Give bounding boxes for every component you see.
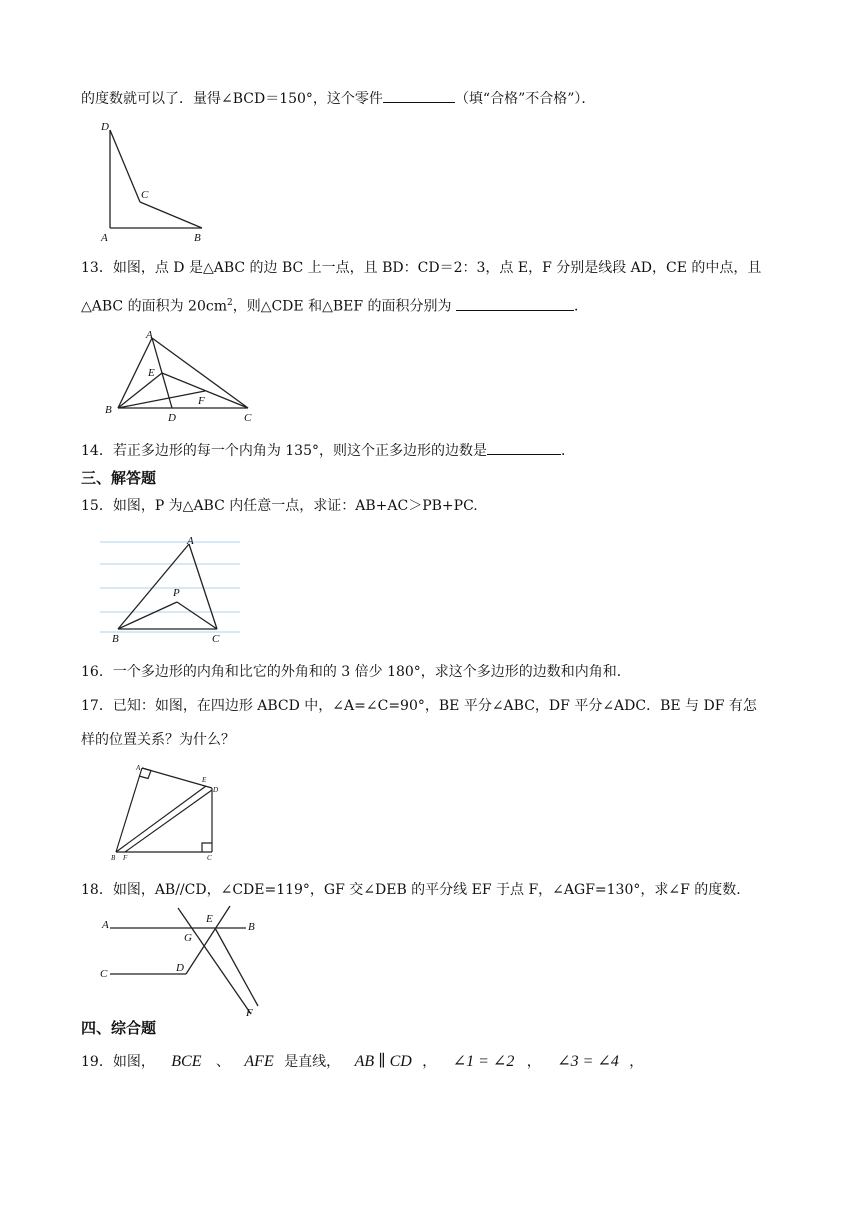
label-A: A — [101, 232, 108, 244]
q12-text — [81, 88, 595, 109]
label-B: B — [105, 404, 112, 416]
q13-line2-end: ． — [573, 298, 588, 315]
q19-num: 19．如图， — [81, 1054, 155, 1070]
q18-figure — [96, 904, 271, 1028]
q14-text — [81, 440, 575, 461]
q14-text-after: ． — [561, 443, 575, 459]
label-D: D — [168, 412, 176, 424]
label-B: B — [112, 633, 119, 645]
q19-math-afe: AFE — [244, 1053, 274, 1070]
label-E: E — [206, 913, 213, 925]
q13-line2a: △ABC 的面积为 20cm — [81, 298, 227, 315]
label-B: B — [248, 921, 255, 933]
q15-text: 15．如图，P 为△ABC 内任意一点，求证：AB+AC＞PB+PC. — [81, 498, 478, 514]
q14-text-before: 14．若正多边形的每一个内角为 135°，则这个正多边形的边数是 — [81, 443, 487, 459]
q13-figure — [98, 326, 268, 430]
label-A: A — [146, 329, 153, 341]
label-C: C — [244, 412, 252, 424]
q19-math-bce: BCE — [171, 1053, 202, 1070]
label-B: B — [111, 854, 116, 862]
label-A: A — [187, 535, 194, 547]
q19-sep: 、 — [215, 1054, 230, 1070]
q19-comma: ， — [422, 1054, 437, 1070]
label-C: C — [100, 968, 108, 980]
q17-line2: 样的位置关系？为什么？ — [81, 732, 235, 748]
q19-comma: ， — [629, 1054, 644, 1070]
label-C: C — [212, 633, 220, 645]
label-F: F — [123, 854, 128, 862]
q19-text — [81, 1052, 643, 1072]
q15-figure — [100, 532, 240, 651]
q13-line1: 13．如图，点 D 是△ABC 的边 BC 上一点，且 BD：CD＝2：3，点 E，F 分别是线段 AD，CE 的中点，且 — [81, 260, 762, 276]
q12-text-after: （填“合格”不合格”）． — [454, 91, 596, 107]
label-E: E — [148, 367, 155, 379]
q16-text: 16．一个多边形的内角和比它的外角和的 3 倍少 180°，求这个多边形的边数和内角和． — [81, 664, 631, 680]
q18-text: 18．如图，AB//CD，∠CDE=119°，GF 交∠DEB 的平分线 EF 于点 F，∠AGF=130°，求∠F 的度数. — [81, 882, 741, 898]
q19-math-angles34: ∠3 = ∠4 — [557, 1053, 619, 1070]
label-F: F — [246, 1007, 253, 1019]
q13-line2 — [81, 293, 588, 317]
q17-line1: 17．已知：如图，在四边形 ABCD 中，∠A=∠C=90°，BE 平分∠ABC，DF 平分∠ADC．BE 与 DF 有怎 — [81, 698, 757, 714]
answer-blank — [456, 296, 574, 311]
label-E: E — [202, 776, 207, 784]
q12-figure — [96, 118, 216, 250]
label-C: C — [207, 854, 212, 862]
label-G: G — [184, 932, 192, 944]
label-P: P — [173, 587, 180, 599]
label-A: A — [102, 919, 109, 931]
answer-blank — [383, 88, 455, 103]
section-heading: 三、解答题 — [81, 469, 157, 487]
label-C: C — [141, 189, 149, 201]
label-A: A — [136, 764, 141, 772]
label-F: F — [198, 395, 205, 407]
q19-t1: 是直线， — [284, 1054, 341, 1070]
q19-math-parallel: AB ∥ CD — [354, 1053, 412, 1070]
q12-text-before: 的度数就可以了．量得∠BCD＝150°，这个零件 — [81, 91, 383, 107]
label-D: D — [101, 121, 109, 133]
answer-blank — [487, 440, 561, 455]
label-B: B — [194, 232, 201, 244]
q19-math-angles12: ∠1 = ∠2 — [452, 1053, 515, 1070]
q17-figure — [106, 760, 220, 868]
section-heading: 四、综合题 — [81, 1019, 157, 1037]
q13-sup: 2 — [226, 298, 233, 308]
q13-line2b: ，则△CDE 和△BEF 的面积分别为 — [232, 298, 456, 315]
label-D: D — [176, 962, 184, 974]
q19-comma: ， — [526, 1054, 541, 1070]
label-D: D — [213, 786, 219, 794]
